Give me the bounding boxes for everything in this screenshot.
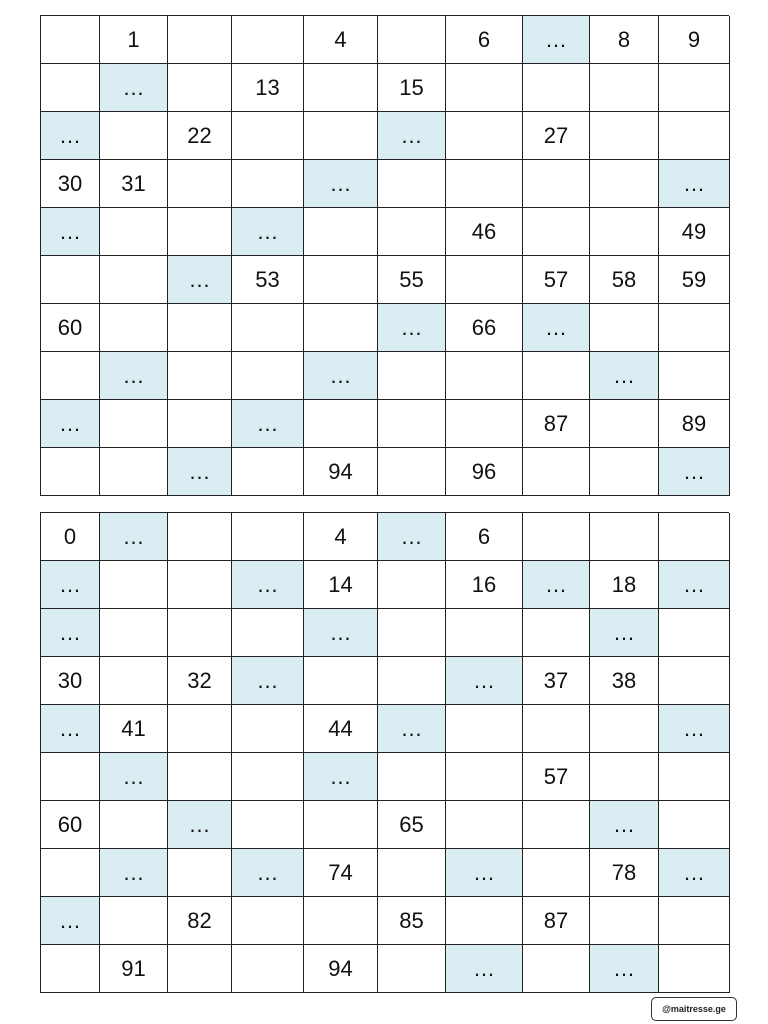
blank-cell: … (378, 112, 446, 160)
number-cell: 6 (446, 513, 523, 561)
number-cell (41, 352, 100, 400)
number-cell (168, 705, 232, 753)
blank-cell: … (41, 897, 100, 945)
number-cell (523, 352, 590, 400)
number-cell (232, 897, 304, 945)
blank-cell: … (168, 448, 232, 496)
number-cell (378, 657, 446, 705)
number-cell: 60 (41, 304, 100, 352)
blank-cell: … (41, 561, 100, 609)
number-cell: 57 (523, 256, 590, 304)
blank-cell: … (168, 801, 232, 849)
number-cell: 30 (41, 657, 100, 705)
blank-cell: … (659, 705, 730, 753)
number-cell (378, 208, 446, 256)
number-cell: 85 (378, 897, 446, 945)
number-cell (232, 112, 304, 160)
number-cell (100, 448, 168, 496)
number-cell: 27 (523, 112, 590, 160)
number-cell (446, 705, 523, 753)
number-cell (523, 513, 590, 561)
number-cell (378, 16, 446, 64)
number-cell (100, 400, 168, 448)
number-cell (168, 160, 232, 208)
number-cell (378, 448, 446, 496)
number-cell (304, 64, 378, 112)
number-cell (659, 657, 730, 705)
blank-cell: … (378, 705, 446, 753)
number-cell (523, 945, 590, 993)
number-cell (232, 513, 304, 561)
number-cell (523, 160, 590, 208)
number-cell (523, 849, 590, 897)
number-cell (304, 112, 378, 160)
number-cell (659, 897, 730, 945)
blank-cell: … (100, 64, 168, 112)
number-cell (41, 448, 100, 496)
number-cell (304, 208, 378, 256)
number-cell (232, 945, 304, 993)
number-cell (590, 513, 659, 561)
number-cell (590, 64, 659, 112)
number-cell: 46 (446, 208, 523, 256)
number-cell: 94 (304, 945, 378, 993)
number-cell: 32 (168, 657, 232, 705)
blank-cell: … (378, 513, 446, 561)
blank-cell: … (523, 304, 590, 352)
number-cell (232, 753, 304, 801)
number-cell (41, 849, 100, 897)
number-cell (378, 160, 446, 208)
number-cell (168, 64, 232, 112)
number-cell: 49 (659, 208, 730, 256)
number-cell: 78 (590, 849, 659, 897)
blank-cell: … (659, 160, 730, 208)
blank-cell: … (100, 753, 168, 801)
number-cell: 22 (168, 112, 232, 160)
number-cell (590, 400, 659, 448)
number-cell (41, 64, 100, 112)
blank-cell: … (446, 849, 523, 897)
number-cell (168, 513, 232, 561)
number-cell: 44 (304, 705, 378, 753)
blank-cell: … (304, 160, 378, 208)
watermark-label: @maitresse.ge (651, 997, 737, 1021)
number-cell: 30 (41, 160, 100, 208)
number-cell (232, 609, 304, 657)
number-cell (523, 705, 590, 753)
number-cell (590, 112, 659, 160)
blank-cell: … (41, 112, 100, 160)
blank-cell: … (446, 945, 523, 993)
number-cell: 66 (446, 304, 523, 352)
number-cell (41, 753, 100, 801)
blank-cell: … (304, 352, 378, 400)
number-cell: 6 (446, 16, 523, 64)
number-cell (523, 801, 590, 849)
number-cell (304, 657, 378, 705)
number-grid-1 (40, 15, 729, 496)
blank-cell: … (304, 753, 378, 801)
blank-cell: … (41, 400, 100, 448)
number-cell (659, 609, 730, 657)
blank-cell: … (590, 945, 659, 993)
number-cell: 94 (304, 448, 378, 496)
blank-cell: … (41, 208, 100, 256)
number-cell (168, 304, 232, 352)
number-cell: 13 (232, 64, 304, 112)
blank-cell: … (232, 208, 304, 256)
number-cell (100, 801, 168, 849)
number-cell (659, 304, 730, 352)
blank-cell: … (232, 400, 304, 448)
number-cell (41, 945, 100, 993)
number-cell (659, 753, 730, 801)
number-cell (168, 208, 232, 256)
number-cell (378, 400, 446, 448)
blank-cell: … (523, 16, 590, 64)
number-cell (100, 208, 168, 256)
number-cell (659, 513, 730, 561)
number-cell: 55 (378, 256, 446, 304)
blank-cell: … (659, 849, 730, 897)
number-cell (378, 609, 446, 657)
number-cell (446, 64, 523, 112)
number-cell: 37 (523, 657, 590, 705)
number-cell: 31 (100, 160, 168, 208)
number-cell (168, 561, 232, 609)
number-cell (232, 801, 304, 849)
number-cell (232, 705, 304, 753)
number-cell (378, 849, 446, 897)
number-cell (523, 64, 590, 112)
number-cell (168, 609, 232, 657)
number-cell (378, 945, 446, 993)
number-cell: 89 (659, 400, 730, 448)
number-cell (523, 609, 590, 657)
number-cell (590, 705, 659, 753)
blank-cell: … (100, 849, 168, 897)
number-cell: 15 (378, 64, 446, 112)
number-cell: 1 (100, 16, 168, 64)
number-cell: 82 (168, 897, 232, 945)
number-cell (446, 352, 523, 400)
number-cell (232, 352, 304, 400)
blank-cell: … (100, 513, 168, 561)
blank-cell: … (659, 448, 730, 496)
blank-cell: … (168, 256, 232, 304)
number-cell: 96 (446, 448, 523, 496)
number-cell (523, 208, 590, 256)
number-cell: 60 (41, 801, 100, 849)
number-cell (232, 448, 304, 496)
number-cell: 18 (590, 561, 659, 609)
number-cell (232, 160, 304, 208)
number-cell (659, 352, 730, 400)
number-cell (41, 16, 100, 64)
number-cell: 57 (523, 753, 590, 801)
number-cell: 41 (100, 705, 168, 753)
blank-cell: … (659, 561, 730, 609)
blank-cell: … (378, 304, 446, 352)
number-cell: 8 (590, 16, 659, 64)
number-cell (590, 897, 659, 945)
number-cell (659, 801, 730, 849)
number-cell (304, 897, 378, 945)
number-cell (590, 208, 659, 256)
blank-cell: … (590, 352, 659, 400)
number-cell: 9 (659, 16, 730, 64)
number-cell: 4 (304, 16, 378, 64)
number-cell (168, 16, 232, 64)
number-cell (100, 304, 168, 352)
number-cell: 58 (590, 256, 659, 304)
number-cell (232, 304, 304, 352)
number-cell (590, 753, 659, 801)
number-cell (168, 352, 232, 400)
number-cell (168, 945, 232, 993)
number-cell (446, 112, 523, 160)
blank-cell: … (523, 561, 590, 609)
number-cell: 4 (304, 513, 378, 561)
number-cell (100, 112, 168, 160)
number-cell: 65 (378, 801, 446, 849)
number-cell: 38 (590, 657, 659, 705)
blank-cell: … (446, 657, 523, 705)
number-cell (304, 801, 378, 849)
number-cell (446, 801, 523, 849)
number-cell: 16 (446, 561, 523, 609)
number-cell (378, 753, 446, 801)
number-cell: 59 (659, 256, 730, 304)
number-cell (590, 160, 659, 208)
blank-cell: … (232, 561, 304, 609)
blank-cell: … (590, 801, 659, 849)
number-cell (590, 448, 659, 496)
number-cell (168, 849, 232, 897)
number-cell (446, 753, 523, 801)
number-cell (100, 657, 168, 705)
number-cell (446, 256, 523, 304)
number-cell: 0 (41, 513, 100, 561)
number-cell: 87 (523, 897, 590, 945)
number-cell (523, 448, 590, 496)
number-cell: 87 (523, 400, 590, 448)
number-cell: 53 (232, 256, 304, 304)
blank-cell: … (41, 705, 100, 753)
number-cell (232, 16, 304, 64)
number-cell (304, 400, 378, 448)
number-cell (446, 160, 523, 208)
number-cell (304, 304, 378, 352)
number-cell: 74 (304, 849, 378, 897)
number-cell (590, 304, 659, 352)
blank-cell: … (41, 609, 100, 657)
number-cell: 91 (100, 945, 168, 993)
number-cell (168, 753, 232, 801)
number-cell (378, 352, 446, 400)
number-cell (168, 400, 232, 448)
blank-cell: … (590, 609, 659, 657)
blank-cell: … (304, 609, 378, 657)
number-cell (446, 897, 523, 945)
number-cell (100, 609, 168, 657)
number-cell (659, 945, 730, 993)
number-cell (378, 561, 446, 609)
number-cell (100, 897, 168, 945)
number-cell (659, 64, 730, 112)
blank-cell: … (232, 849, 304, 897)
number-cell (100, 256, 168, 304)
number-cell (41, 256, 100, 304)
number-cell (446, 400, 523, 448)
number-cell (446, 609, 523, 657)
number-cell (304, 256, 378, 304)
number-cell (659, 112, 730, 160)
number-cell (100, 561, 168, 609)
blank-cell: … (232, 657, 304, 705)
number-grid-2 (40, 512, 729, 993)
blank-cell: … (100, 352, 168, 400)
number-cell: 14 (304, 561, 378, 609)
